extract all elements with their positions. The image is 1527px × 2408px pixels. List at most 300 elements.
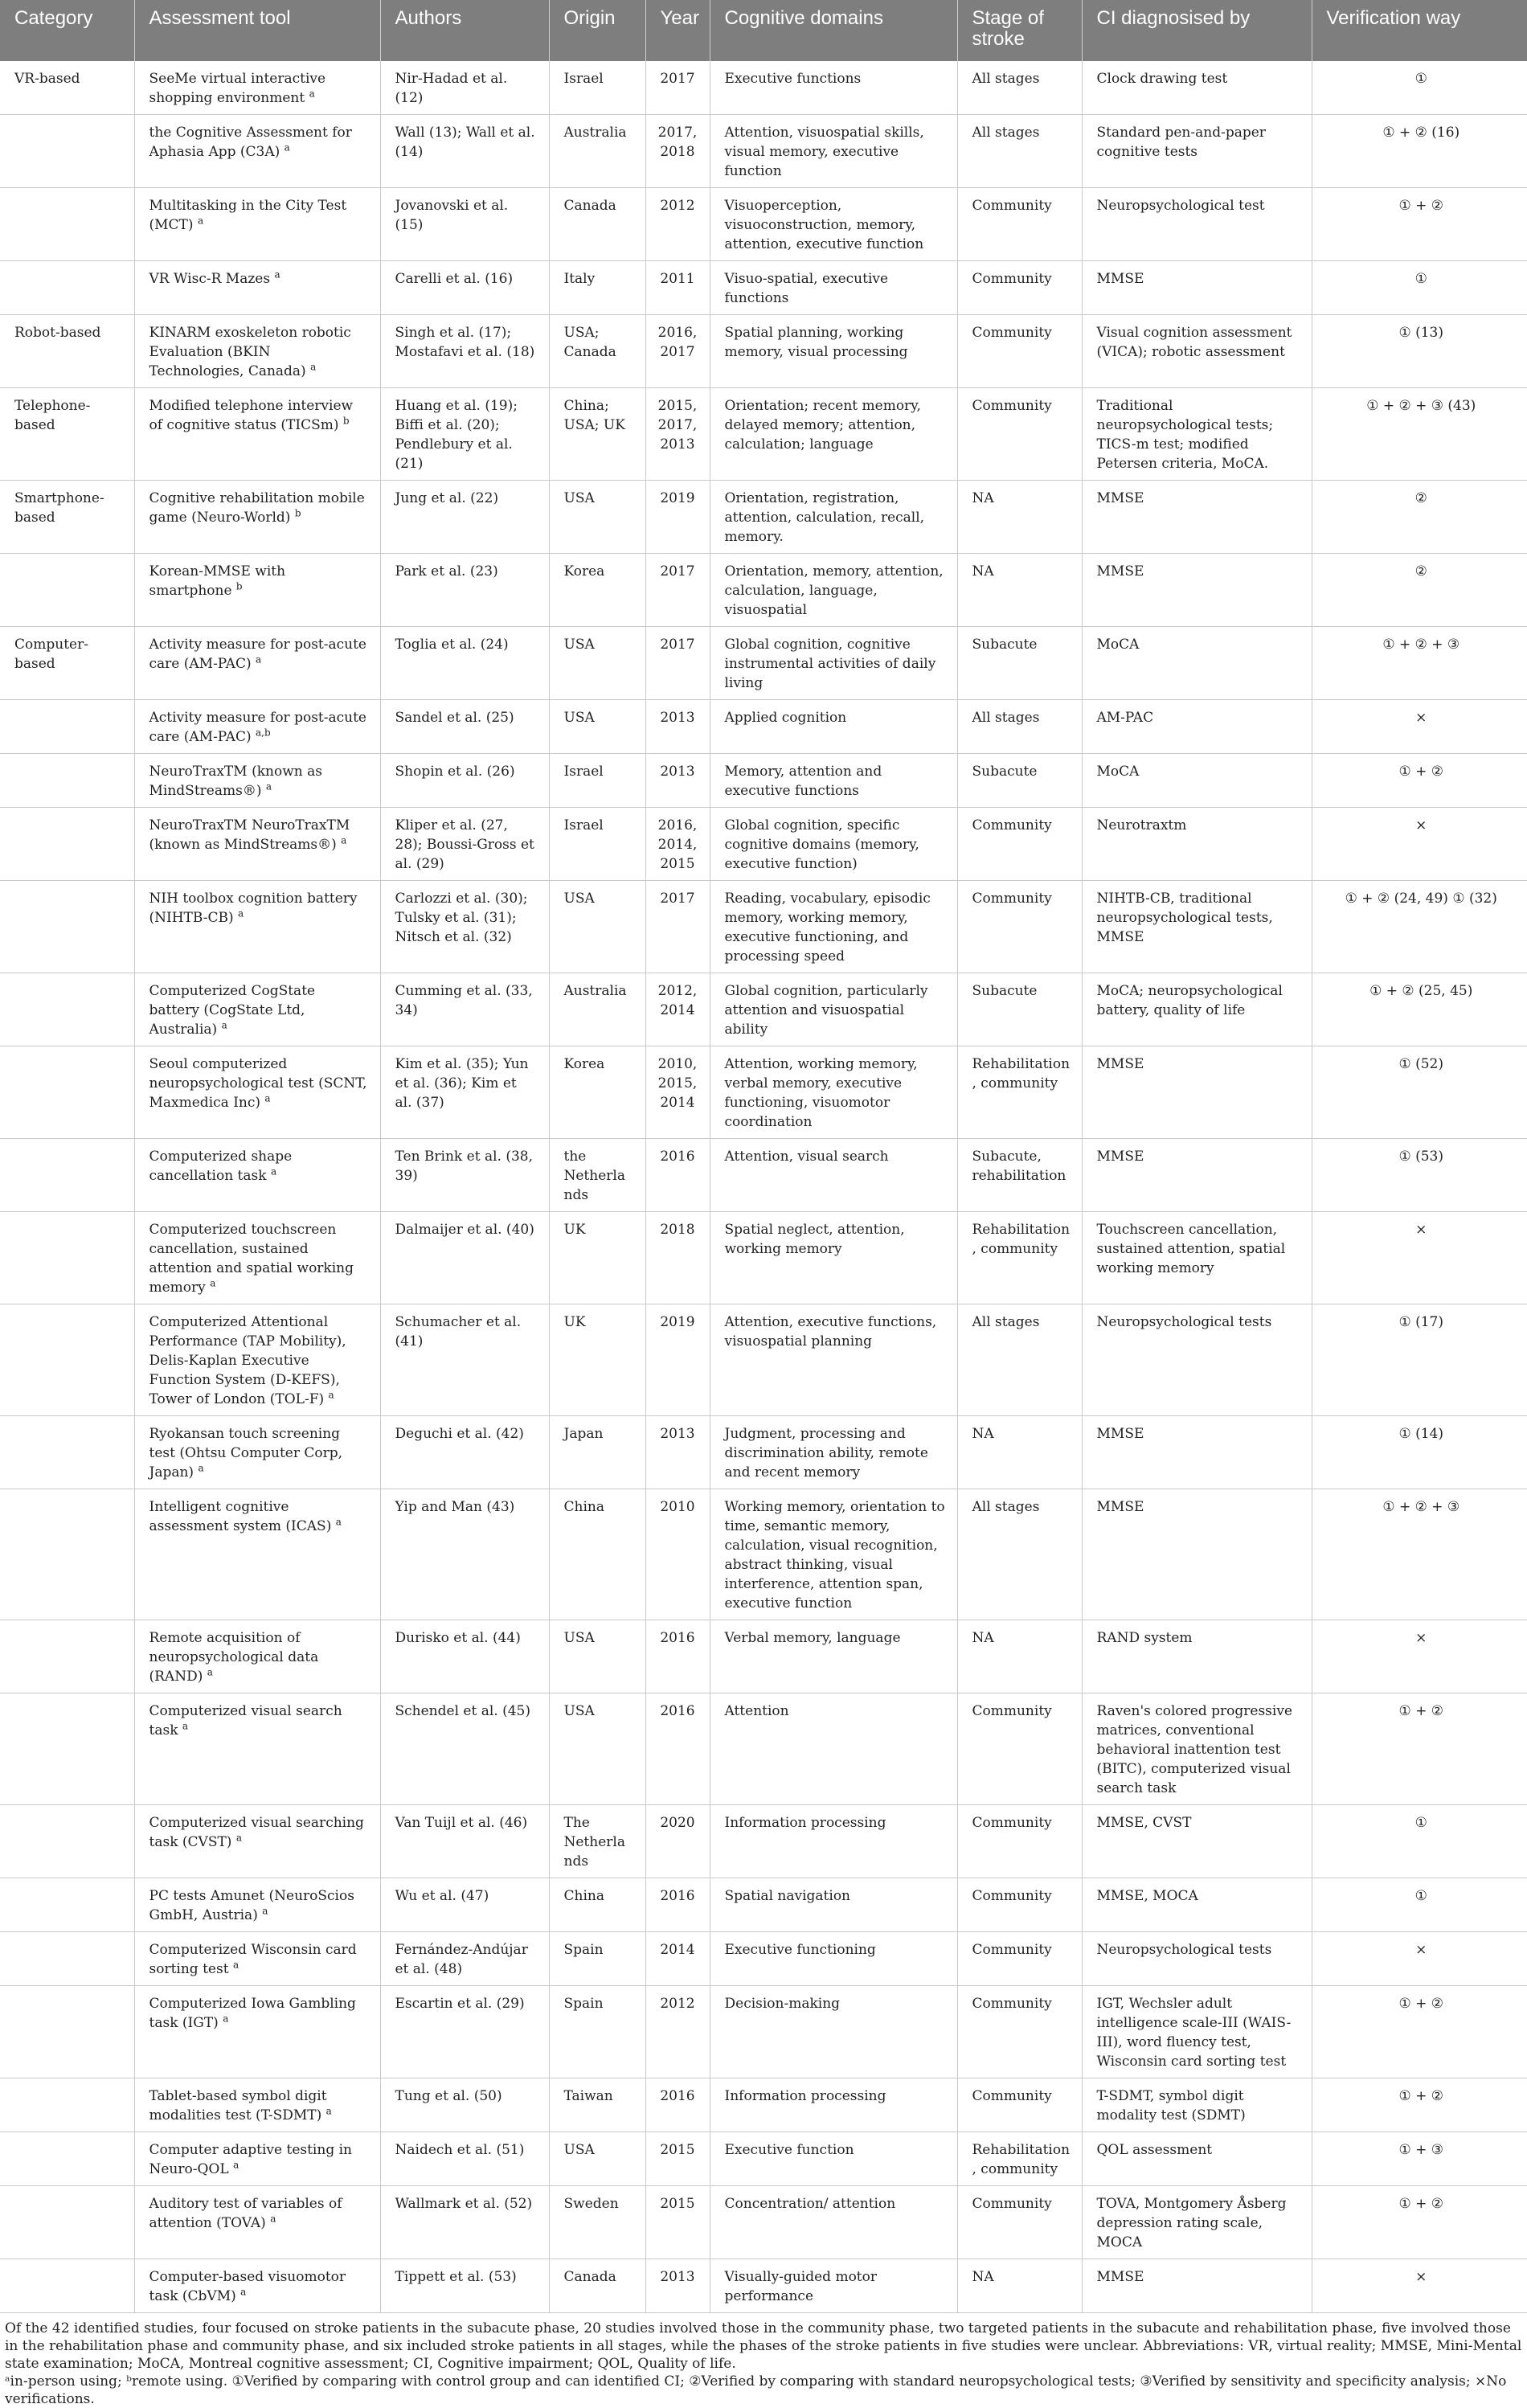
cell-stage-text: Community <box>972 1996 1052 2012</box>
cell-diagnosis <box>1082 481 1312 554</box>
cell-year <box>645 188 710 261</box>
cell-verification <box>1312 315 1527 388</box>
cell-origin <box>549 1416 645 1489</box>
cell-category <box>0 754 134 808</box>
cell-tool <box>134 188 380 261</box>
cell-origin-text: UK <box>563 1314 586 1330</box>
cell-authors-text: Fernández-Andújar et al. (48) <box>395 1942 528 1977</box>
cell-origin-text: Israel <box>563 71 604 87</box>
cell-stage-text: Subacute, rehabilitation <box>972 1149 1066 1184</box>
cell-diagnosis <box>1082 1304 1312 1416</box>
cell-stage-text: Community <box>972 891 1052 907</box>
cell-year <box>645 388 710 481</box>
cell-domains <box>710 754 957 808</box>
cell-verification <box>1312 1489 1527 1620</box>
cell-diagnosis-text: MMSE, MOCA <box>1096 1888 1198 1904</box>
tool-footnote-mark: a <box>341 834 347 846</box>
cell-stage-text: Rehabilitation, community <box>972 2142 1071 2177</box>
cell-authors-text: Wall (13); Wall et al. (14) <box>395 125 535 160</box>
table-row <box>0 1304 1527 1416</box>
cell-stage <box>957 554 1082 627</box>
cell-verification <box>1312 1932 1527 1986</box>
cell-authors <box>380 1139 549 1212</box>
cell-origin <box>549 188 645 261</box>
cell-authors <box>380 627 549 700</box>
cell-verification-text: ② <box>1414 563 1427 579</box>
table-row <box>0 627 1527 700</box>
cell-origin-text: Spain <box>563 1942 604 1958</box>
cell-stage-text: Community <box>972 2088 1052 2104</box>
cell-diagnosis-text: T-SDMT, symbol digit modality test (SDMT) <box>1096 2088 1246 2123</box>
cell-stage-text: Community <box>972 2196 1052 2212</box>
tool-footnote-mark: a <box>210 1277 216 1289</box>
cell-authors <box>380 61 549 115</box>
cell-authors-text: Durisko et al. (44) <box>395 1630 521 1646</box>
cell-origin-text: Spain <box>563 1996 604 2012</box>
cell-category <box>0 115 134 188</box>
cell-stage <box>957 315 1082 388</box>
cell-domains-text: Attention, visuospatial skills, visual memory, executive function <box>724 125 924 179</box>
cell-stage-text: Subacute <box>972 983 1038 999</box>
cell-domains-text: Judgment, processing and discrimination ability, remote and recent memory <box>724 1426 928 1480</box>
cell-stage <box>957 1046 1082 1139</box>
cell-stage <box>957 881 1082 973</box>
cell-year-text: 2017, 2018 <box>657 125 698 160</box>
cell-category <box>0 2132 134 2186</box>
cell-year-text: 2018 <box>660 1222 695 1238</box>
cell-verification-text: ① + ② <box>1398 2088 1444 2104</box>
cell-authors-text: Kliper et al. (27, 28); Boussi-Gross et al. (29) <box>395 817 534 872</box>
cell-year <box>645 973 710 1046</box>
tool-footnote-mark: a <box>240 2286 247 2298</box>
cell-category <box>0 973 134 1046</box>
cell-year-text: 2017 <box>660 71 695 87</box>
cell-origin-text: USA <box>563 2142 595 2158</box>
cell-domains-text: Global cognition, specific cognitive domains (memory, executive function) <box>724 817 919 872</box>
cell-verification <box>1312 2078 1527 2132</box>
cell-diagnosis-text: Touchscreen cancellation, sustained attention, spatial working memory <box>1096 1222 1286 1276</box>
cell-verification <box>1312 1304 1527 1416</box>
cell-domains-text: Executive function <box>724 2142 854 2158</box>
cell-tool <box>134 61 380 115</box>
cell-tool-text: Computer-based visuomotor task (CbVM) <box>149 2269 346 2304</box>
cell-verification <box>1312 2259 1527 2313</box>
cell-year <box>645 554 710 627</box>
cell-diagnosis-text: AM-PAC <box>1096 710 1154 726</box>
header-domains: Cognitive domains <box>710 0 957 61</box>
cell-stage-text: Subacute <box>972 764 1038 780</box>
cell-authors-text: Carlozzi et al. (30); Tulsky et al. (31); Nitsch et al. (32) <box>395 891 528 945</box>
cell-diagnosis-text: Neuropsychological test <box>1096 198 1265 214</box>
cell-origin-text: USA <box>563 1630 595 1646</box>
cell-category <box>0 61 134 115</box>
cell-domains <box>710 115 957 188</box>
cell-verification-text: ① <box>1414 271 1427 287</box>
cell-origin-text: the Netherlands <box>563 1149 625 1203</box>
cell-verification <box>1312 1046 1527 1139</box>
cell-domains-text: Decision-making <box>724 1996 841 2012</box>
tool-footnote-mark: a <box>270 2213 276 2225</box>
cell-authors <box>380 188 549 261</box>
cell-stage <box>957 1805 1082 1878</box>
tool-footnote-mark: a <box>270 1165 277 1177</box>
cell-stage <box>957 1139 1082 1212</box>
cell-verification <box>1312 1805 1527 1878</box>
cell-diagnosis <box>1082 554 1312 627</box>
tool-footnote-mark: a <box>198 1462 204 1474</box>
cell-category <box>0 1304 134 1416</box>
cell-stage <box>957 2132 1082 2186</box>
cell-domains-text: Reading, vocabulary, episodic memory, working memory, executive functioning, and processing speed <box>724 891 931 964</box>
cell-year <box>645 1932 710 1986</box>
cell-origin <box>549 481 645 554</box>
cell-stage <box>957 388 1082 481</box>
cell-diagnosis-text: RAND system <box>1096 1630 1193 1646</box>
header-authors: Authors <box>380 0 549 61</box>
cell-stage-text: Community <box>972 325 1052 341</box>
cell-stage-text: Community <box>972 1942 1052 1958</box>
cell-tool-text: Cognitive rehabilitation mobile game (Neuro-World) <box>149 490 365 526</box>
cell-authors-text: Shopin et al. (26) <box>395 764 515 780</box>
cell-diagnosis <box>1082 261 1312 315</box>
cell-verification-text: ① (14) <box>1398 1426 1444 1442</box>
cell-origin-text: USA <box>563 1703 595 1719</box>
cell-origin <box>549 261 645 315</box>
cell-stage <box>957 754 1082 808</box>
cell-domains-text: Visually-guided motor performance <box>724 2269 877 2304</box>
cell-tool-text: PC tests Amunet (NeuroScios GmbH, Austria) <box>149 1888 354 1923</box>
cell-diagnosis-text: Neuropsychological tests <box>1096 1314 1272 1330</box>
cell-tool <box>134 881 380 973</box>
cell-stage-text: Community <box>972 271 1052 287</box>
cell-stage-text: NA <box>972 1630 994 1646</box>
cell-category-text: Computer-based <box>14 637 88 672</box>
table-row <box>0 1932 1527 1986</box>
table-row <box>0 188 1527 261</box>
cell-domains-text: Attention, working memory, verbal memory, executive functioning, visuomotor coordination <box>724 1056 918 1130</box>
cell-origin <box>549 2259 645 2313</box>
cell-tool <box>134 2259 380 2313</box>
tool-footnote-mark: b <box>342 415 350 427</box>
cell-verification-text: ① + ② <box>1398 1703 1444 1719</box>
cell-year-text: 2012 <box>660 198 695 214</box>
cell-domains <box>710 881 957 973</box>
cell-year-text: 2013 <box>660 710 695 726</box>
cell-authors-text: Naidech et al. (51) <box>395 2142 525 2158</box>
cell-verification <box>1312 115 1527 188</box>
cell-verification-text: × <box>1415 817 1427 833</box>
cell-year <box>645 2259 710 2313</box>
cell-domains <box>710 188 957 261</box>
cell-domains <box>710 808 957 881</box>
cell-diagnosis-text: MMSE <box>1096 1426 1144 1442</box>
cell-year-text: 2015 <box>660 2196 695 2212</box>
cell-origin <box>549 1212 645 1304</box>
cell-verification <box>1312 973 1527 1046</box>
cell-tool <box>134 1620 380 1693</box>
cell-category <box>0 1878 134 1932</box>
cell-authors <box>380 1878 549 1932</box>
tool-footnote-mark: a <box>274 268 280 281</box>
cell-origin <box>549 1046 645 1139</box>
cell-domains <box>710 973 957 1046</box>
cell-tool <box>134 1805 380 1878</box>
cell-tool-text: Computerized shape cancellation task <box>149 1149 293 1184</box>
table-footnote <box>0 2313 1527 2408</box>
cell-authors-text: Sandel et al. (25) <box>395 710 514 726</box>
tool-footnote-mark: a <box>328 1389 334 1401</box>
cell-diagnosis-text: MMSE, CVST <box>1096 1815 1192 1831</box>
cell-verification-text: ① + ② (25, 45) <box>1369 983 1473 999</box>
table-row <box>0 1139 1527 1212</box>
cell-authors-text: Nir-Hadad et al. (12) <box>395 71 508 106</box>
cell-domains-text: Spatial neglect, attention, working memory <box>724 1222 905 1257</box>
cell-category <box>0 881 134 973</box>
cell-authors-text: Wallmark et al. (52) <box>395 2196 533 2212</box>
cell-diagnosis-text: Traditional neuropsychological tests; TICS-m test; modified Petersen criteria, MoCA. <box>1096 398 1274 472</box>
cell-stage <box>957 188 1082 261</box>
cell-year-text: 2016 <box>660 1703 695 1719</box>
table-row <box>0 1046 1527 1139</box>
cell-category <box>0 1932 134 1986</box>
cell-stage <box>957 1416 1082 1489</box>
cell-authors <box>380 754 549 808</box>
cell-verification-text: ① <box>1414 1815 1427 1831</box>
cell-diagnosis <box>1082 388 1312 481</box>
cell-verification <box>1312 261 1527 315</box>
cell-verification <box>1312 881 1527 973</box>
cell-domains-text: Executive functions <box>724 71 862 87</box>
cell-diagnosis <box>1082 1620 1312 1693</box>
cell-domains <box>710 315 957 388</box>
cell-category-text: VR-based <box>14 71 80 87</box>
cell-year-text: 2015, 2017, 2013 <box>657 398 698 453</box>
cell-year <box>645 754 710 808</box>
cell-verification <box>1312 388 1527 481</box>
cell-stage <box>957 1489 1082 1620</box>
cell-origin-text: Korea <box>563 563 605 579</box>
cell-origin-text: USA <box>563 637 595 653</box>
cell-authors-text: Wu et al. (47) <box>395 1888 489 1904</box>
cell-category-text: Smartphone-based <box>14 490 104 526</box>
cell-stage <box>957 700 1082 754</box>
tool-footnote-mark: a <box>264 1092 271 1104</box>
header-category: Category <box>0 0 134 61</box>
cell-authors-text: Jung et al. (22) <box>395 490 499 506</box>
cell-year-text: 2013 <box>660 764 695 780</box>
cell-verification-text: × <box>1415 1630 1427 1646</box>
cell-tool <box>134 1986 380 2078</box>
cell-year-text: 2016, 2017 <box>657 325 698 360</box>
cell-diagnosis <box>1082 1212 1312 1304</box>
cell-origin <box>549 1304 645 1416</box>
cell-category <box>0 2078 134 2132</box>
cell-domains <box>710 61 957 115</box>
cell-category <box>0 1139 134 1212</box>
cell-verification-text: × <box>1415 1942 1427 1958</box>
cell-verification <box>1312 2132 1527 2186</box>
cell-year <box>645 627 710 700</box>
cell-year <box>645 1805 710 1878</box>
cell-diagnosis <box>1082 2132 1312 2186</box>
cell-year <box>645 2078 710 2132</box>
cell-tool-text: Computerized CogState battery (CogState Ltd, Australia) <box>149 983 316 1038</box>
cell-diagnosis <box>1082 188 1312 261</box>
cell-stage-text: Subacute <box>972 637 1038 653</box>
cell-tool <box>134 1693 380 1805</box>
cell-tool <box>134 315 380 388</box>
table-row <box>0 554 1527 627</box>
table-row <box>0 1693 1527 1805</box>
cell-authors-text: Tung et al. (50) <box>395 2088 502 2104</box>
cell-tool-text: Computerized Wisconsin card sorting test <box>149 1942 357 1977</box>
cell-category <box>0 1416 134 1489</box>
table-row <box>0 481 1527 554</box>
table-row <box>0 1212 1527 1304</box>
cell-origin <box>549 1986 645 2078</box>
cell-domains-text: Attention, visual search <box>724 1149 889 1165</box>
table-row <box>0 1878 1527 1932</box>
table-row <box>0 388 1527 481</box>
cell-domains <box>710 1693 957 1805</box>
cell-tool <box>134 2078 380 2132</box>
cell-tool <box>134 1304 380 1416</box>
cell-tool <box>134 627 380 700</box>
cell-authors <box>380 808 549 881</box>
cell-verification-text: ① + ② <box>1398 198 1444 214</box>
cell-stage <box>957 808 1082 881</box>
cell-stage-text: Rehabilitation, community <box>972 1222 1071 1257</box>
cell-tool-text: Remote acquisition of neuropsychological data (RAND) <box>149 1630 319 1685</box>
cell-verification-text: ① + ③ <box>1398 2142 1444 2158</box>
tool-footnote-mark: a <box>197 215 204 227</box>
cell-year <box>645 1986 710 2078</box>
cell-origin <box>549 1489 645 1620</box>
cell-diagnosis <box>1082 1416 1312 1489</box>
cell-tool-text: Multitasking in the City Test (MCT) <box>149 198 347 233</box>
cell-tool <box>134 808 380 881</box>
cell-diagnosis-text: Visual cognition assessment (VICA); robotic assessment <box>1096 325 1292 360</box>
cell-domains-text: Global cognition, cognitive instrumental activities of daily living <box>724 637 936 691</box>
cell-origin-text: China <box>563 1499 604 1515</box>
cell-stage <box>957 1878 1082 1932</box>
cell-verification-text: ① + ② <box>1398 764 1444 780</box>
cell-authors <box>380 315 549 388</box>
cell-diagnosis-text: Neurotraxtm <box>1096 817 1187 833</box>
header-stage: Stage of stroke <box>957 0 1082 61</box>
cell-diagnosis-text: Neuropsychological tests <box>1096 1942 1272 1958</box>
cell-diagnosis <box>1082 1139 1312 1212</box>
cell-category <box>0 1046 134 1139</box>
cell-verification-text: ① (17) <box>1398 1314 1444 1330</box>
cell-domains-text: Verbal memory, language <box>724 1630 901 1646</box>
cell-stage <box>957 115 1082 188</box>
cell-stage <box>957 2078 1082 2132</box>
cell-diagnosis <box>1082 1046 1312 1139</box>
cell-diagnosis-text: MoCA; neuropsychological battery, quality of life <box>1096 983 1283 1018</box>
cell-origin-text: Korea <box>563 1056 605 1072</box>
cell-origin <box>549 808 645 881</box>
cell-origin <box>549 700 645 754</box>
cell-tool-text: Modified telephone interview of cognitive status (TICSm) <box>149 398 354 433</box>
cell-stage <box>957 2186 1082 2259</box>
cell-year-text: 2010 <box>660 1499 695 1515</box>
cell-authors <box>380 481 549 554</box>
cell-year <box>645 808 710 881</box>
cell-year <box>645 61 710 115</box>
cell-category <box>0 700 134 754</box>
cell-year-text: 2013 <box>660 2269 695 2285</box>
cell-origin <box>549 881 645 973</box>
cell-verification-text: ① (52) <box>1398 1056 1444 1072</box>
cell-authors-text: Kim et al. (35); Yun et al. (36); Kim et al. (37) <box>395 1056 529 1111</box>
table-row <box>0 808 1527 881</box>
cell-domains-text: Information processing <box>724 2088 886 2104</box>
cell-stage <box>957 61 1082 115</box>
cell-stage-text: Rehabilitation, community <box>972 1056 1071 1091</box>
table-row <box>0 1620 1527 1693</box>
table-row <box>0 115 1527 188</box>
cell-stage <box>957 481 1082 554</box>
cell-authors <box>380 1489 549 1620</box>
cell-stage <box>957 2259 1082 2313</box>
cell-verification <box>1312 1620 1527 1693</box>
cell-diagnosis-text: MMSE <box>1096 2269 1144 2285</box>
cell-origin <box>549 61 645 115</box>
cell-category <box>0 261 134 315</box>
cell-authors <box>380 1986 549 2078</box>
cell-diagnosis-text: MMSE <box>1096 1499 1144 1515</box>
cell-verification <box>1312 1212 1527 1304</box>
cell-tool <box>134 1212 380 1304</box>
tool-footnote-mark: a <box>221 1019 227 1031</box>
cell-verification-text: ① + ② + ③ (43) <box>1366 398 1476 414</box>
cell-tool-text: NeuroTraxTM (known as MindStreams®) <box>149 764 322 799</box>
cell-origin-text: Israel <box>563 764 604 780</box>
tool-footnote-mark: a,b <box>256 727 271 739</box>
cell-stage-text: All stages <box>972 71 1040 87</box>
cell-origin <box>549 2186 645 2259</box>
cell-authors <box>380 388 549 481</box>
table-row <box>0 881 1527 973</box>
cell-domains <box>710 481 957 554</box>
cell-verification <box>1312 754 1527 808</box>
cell-tool <box>134 2132 380 2186</box>
tool-footnote-mark: a <box>207 1666 213 1678</box>
cell-year <box>645 700 710 754</box>
cell-origin-text: Japan <box>563 1426 604 1442</box>
cell-stage-text: Community <box>972 1888 1052 1904</box>
cell-origin-text: Australia <box>563 125 627 141</box>
cell-authors <box>380 1212 549 1304</box>
cell-year <box>645 1489 710 1620</box>
cell-year <box>645 1693 710 1805</box>
cell-year <box>645 115 710 188</box>
cell-origin <box>549 115 645 188</box>
cell-diagnosis <box>1082 881 1312 973</box>
cell-tool-text: Intelligent cognitive assessment system (ICAS) <box>149 1499 332 1534</box>
tool-footnote-mark: a <box>235 1832 242 1844</box>
cell-origin-text: Italy <box>563 271 596 287</box>
cell-tool <box>134 973 380 1046</box>
cell-verification <box>1312 2186 1527 2259</box>
cell-domains-text: Attention, executive functions, visuospatial planning <box>724 1314 937 1349</box>
cell-authors-text: Schumacher et al. (41) <box>395 1314 522 1349</box>
cell-category <box>0 808 134 881</box>
tool-footnote-mark: a <box>223 2013 229 2025</box>
cell-year <box>645 881 710 973</box>
cell-tool-text: Computerized Iowa Gambling task (IGT) <box>149 1996 356 2031</box>
